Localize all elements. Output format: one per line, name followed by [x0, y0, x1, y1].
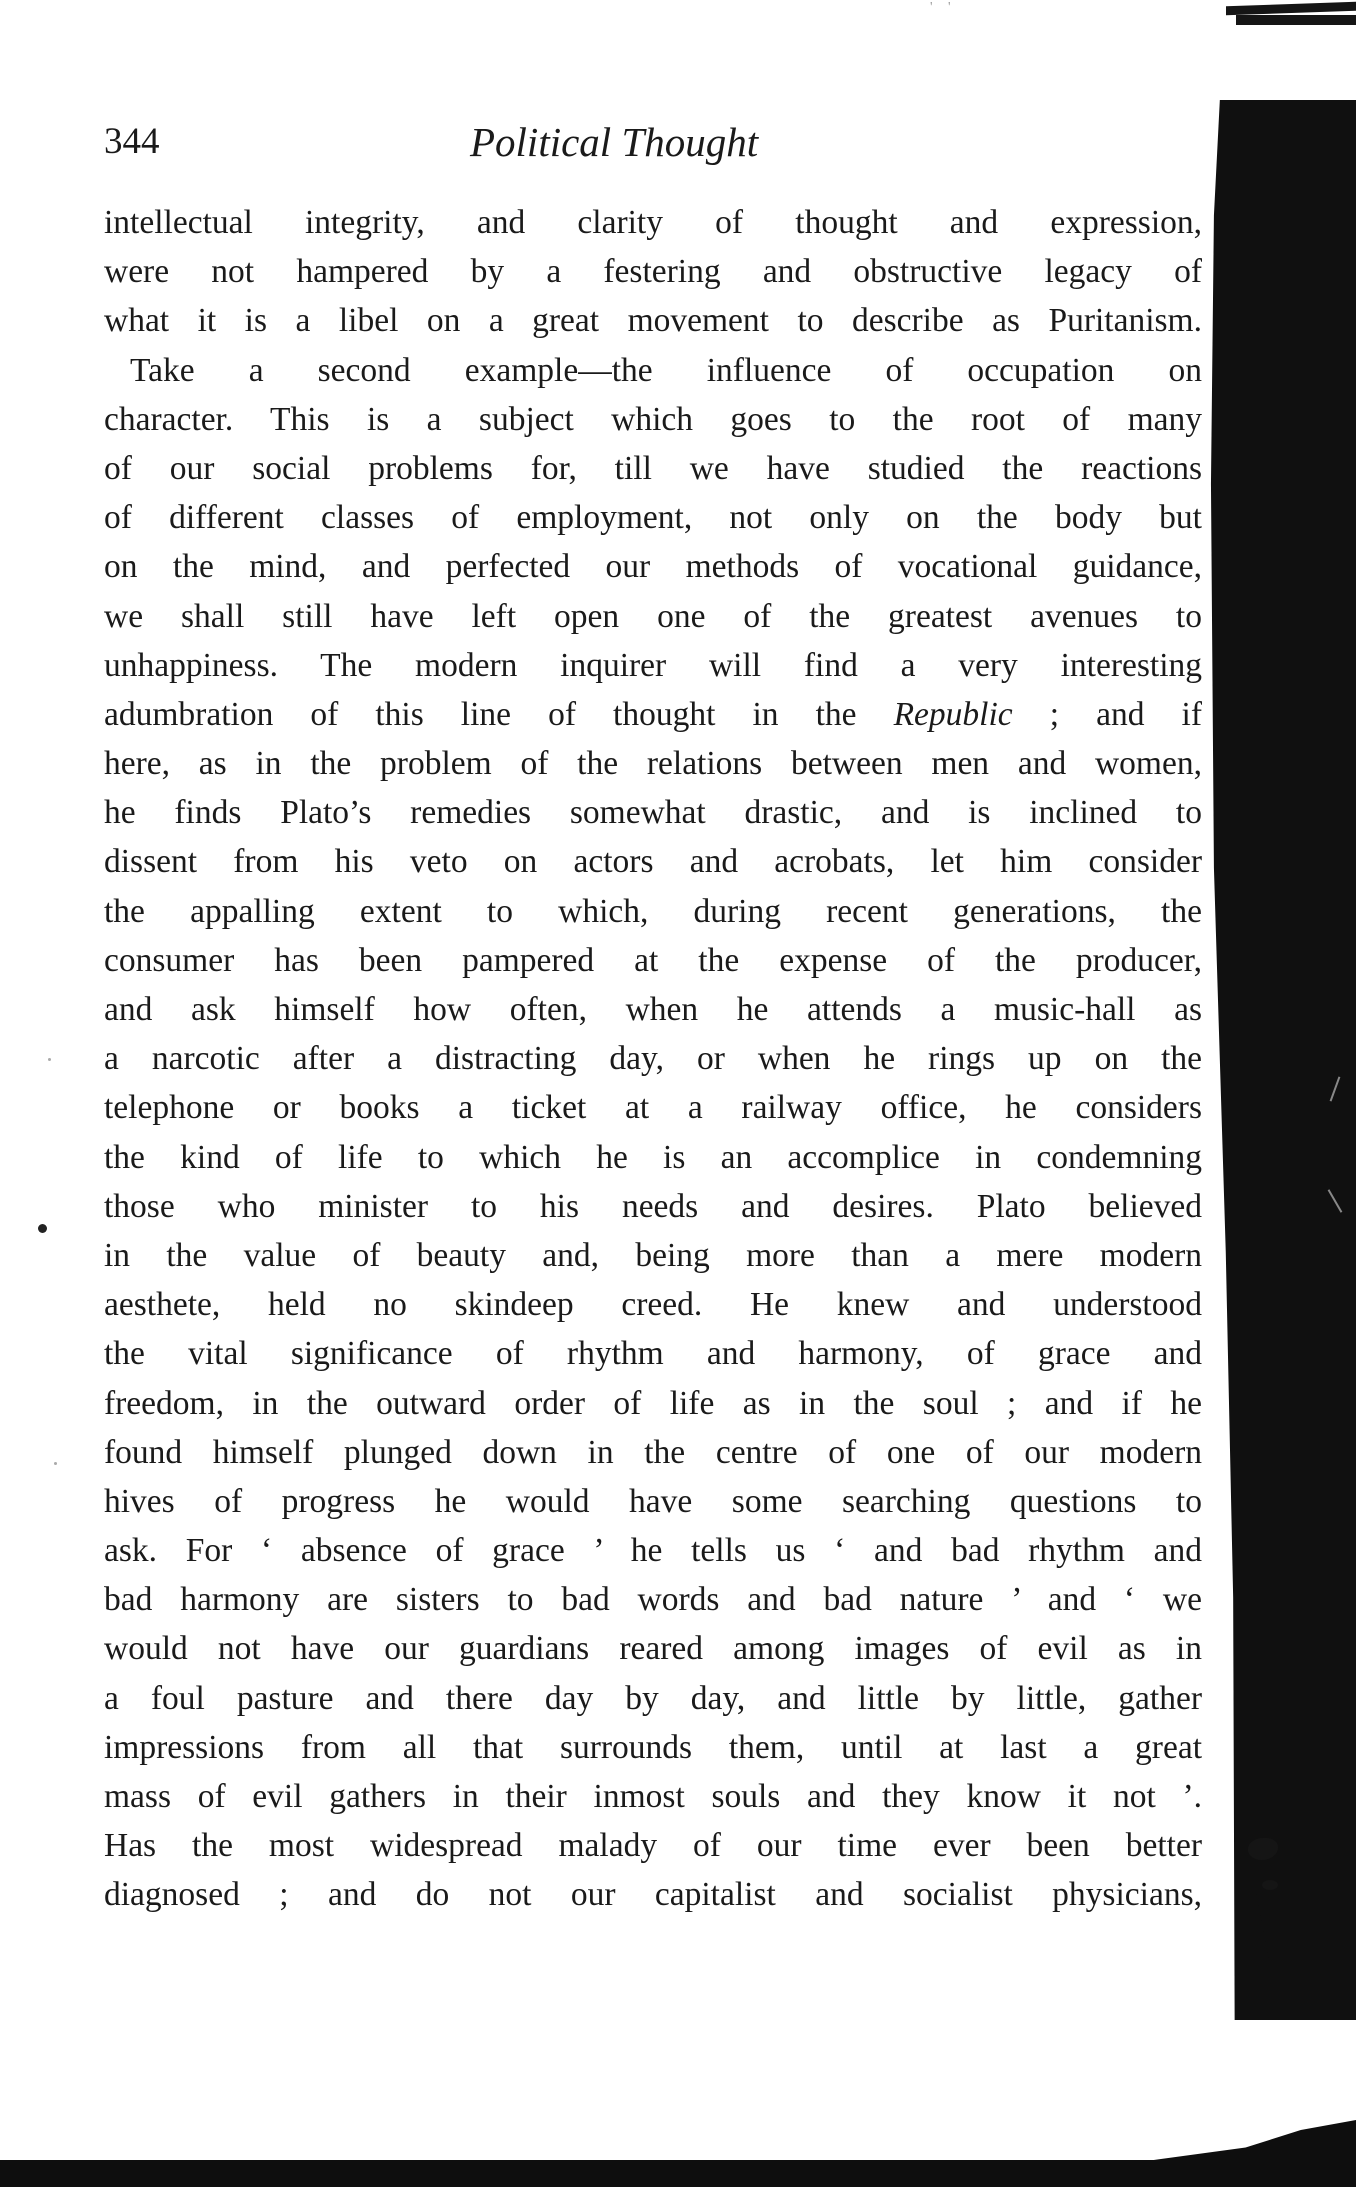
text-line: would not have our guardians reared among images of evil as in [104, 1630, 1202, 1668]
text-line: aesthete, held no skindeep creed. He knew and understood [104, 1286, 1202, 1324]
text-line: on the mind, and perfected our methods of vocational guidance, [104, 548, 1202, 586]
text-line: found himself plunged down in the centre of one of our modern [104, 1433, 1202, 1471]
running-title: Political Thought [470, 119, 759, 165]
text-line: were not hampered by a festering and obstructive legacy of [104, 253, 1202, 291]
text-line: diagnosed ; and do not our capitalist and socialist physicians, [104, 1876, 1202, 1914]
text-line: a narcotic after a distracting day, or when he rings up on the [104, 1040, 1202, 1078]
dust-speck [54, 1462, 57, 1465]
text-line: dissent from his veto on actors and acrobats, let him consider [104, 843, 1202, 881]
text-line: freedom, in the outward order of life as in the soul ; and if he [104, 1384, 1202, 1422]
ink-blot [1262, 1880, 1278, 1890]
text-line: impressions from all that surrounds them, until at last a great [104, 1728, 1202, 1766]
text-line: mass of evil gathers in their inmost souls and they know it not ’. [104, 1778, 1202, 1815]
text-line: a foul pasture and there day by day, and little by little, gather [104, 1679, 1202, 1717]
scan-edge-top [1226, 2, 1356, 16]
paragraph-first-line: Take a second example—the influence of occupation on [130, 351, 1202, 389]
text-line: what it is a libel on a great movement to describe as Puritanism. [104, 302, 1202, 340]
text-line: and ask himself how often, when he attends a music-hall as [104, 991, 1202, 1028]
scan-edge-bottom [0, 2160, 1356, 2187]
text-line: telephone or books a ticket at a railway office, he considers [104, 1089, 1202, 1127]
text-line: unhappiness. The modern inquirer will find a very interesting [104, 646, 1202, 684]
text-line: the appalling extent to which, during recent generations, the [104, 892, 1202, 930]
italic-title: Republic [893, 695, 1013, 733]
page-header [104, 112, 1204, 172]
scan-tick-marks: ' ' [930, 0, 957, 15]
text-line-end: ; and if [1012, 695, 1202, 733]
text-line: hives of progress he would have some searching questions to [104, 1482, 1202, 1520]
text-line: the vital significance of rhythm and harmony, of grace and [104, 1335, 1202, 1373]
text-line: the kind of life to which he is an accomplice in condemning [104, 1138, 1202, 1176]
text-line: consumer has been pampered at the expense of the producer, [104, 941, 1202, 979]
text-line-start: adumbration of this line of thought in the [104, 695, 894, 733]
body-text [104, 198, 1202, 1920]
text-line: of different classes of employment, not only on the body but [104, 499, 1202, 537]
dust-speck [48, 1058, 51, 1061]
text-line: of our social problems for, till we have studied the reactions [104, 449, 1202, 487]
text-line: here, as in the problem of the relations between men and women, [104, 745, 1202, 783]
text-line: intellectual integrity, and clarity of thought and expression, [104, 204, 1202, 241]
text-line: ask. For ‘ absence of grace ’ he tells us ‘ and bad rhythm and [104, 1532, 1202, 1570]
page-number: 344 [104, 121, 160, 162]
text-line: we shall still have left open one of the greatest avenues to [104, 597, 1202, 635]
text-line-with-italic [104, 690, 1202, 739]
text-line: he finds Plato’s remedies somewhat drastic, and is inclined to [104, 794, 1202, 832]
text-line: those who minister to his needs and desires. Plato believed [104, 1187, 1202, 1225]
text-line: Has the most widespread malady of our time ever been better [104, 1827, 1202, 1865]
text-line: character. This is a subject which goes to the root of many [104, 400, 1202, 438]
scan-edge-top-line [1236, 15, 1356, 25]
text-line: bad harmony are sisters to bad words and bad nature ’ and ‘ we [104, 1581, 1202, 1619]
ink-dot [38, 1224, 47, 1233]
text-line: in the value of beauty and, being more than a mere modern [104, 1236, 1202, 1274]
